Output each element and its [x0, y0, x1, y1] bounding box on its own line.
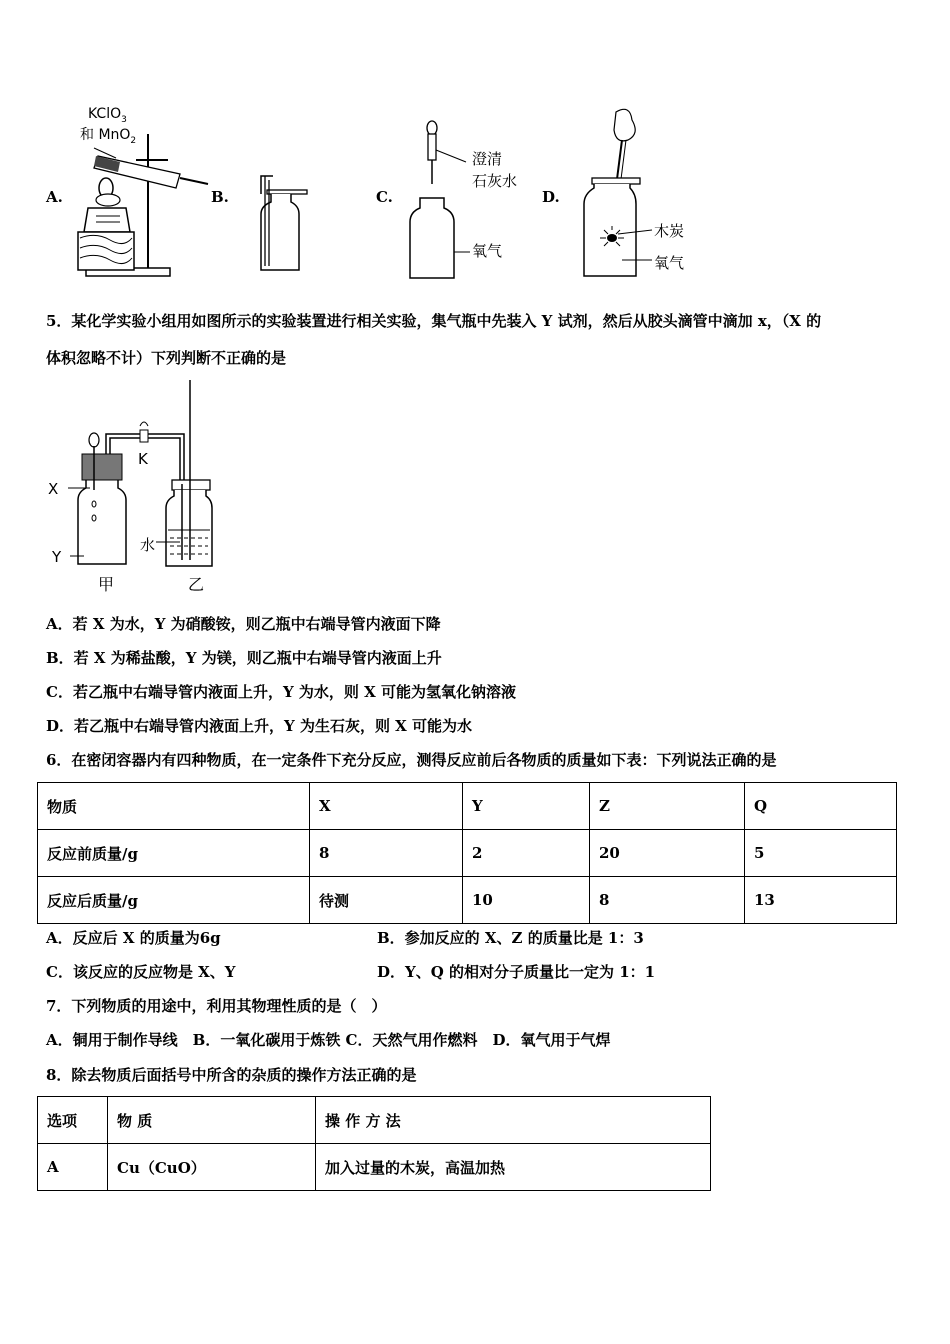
table-cell: 反应后质量/g [38, 877, 310, 924]
q4-d-charcoal-label: 木炭 [654, 222, 685, 240]
q5-label-x: X [48, 480, 59, 498]
table-cell: Y [463, 783, 590, 830]
q6-option-c: C．该反应的反应物是 X、Y [46, 963, 236, 981]
q4-d-oxygen-label: 氧气 [654, 254, 685, 272]
table-row [38, 1097, 711, 1144]
q5-option-c: C．若乙瓶中右端导管内液面上升，Y 为水，则 X 可能为氢氧化钠溶液 [46, 683, 516, 701]
q4-c-apparatus [370, 118, 540, 282]
q5-label-k: K [138, 450, 148, 468]
table-cell: Z [590, 783, 745, 830]
q4-b-label: B. [211, 188, 229, 206]
q5-apparatus [44, 380, 224, 594]
q4-c-oxygen-label: 氧气 [472, 242, 503, 260]
q6-stem: 6．在密闭容器内有四种物质，在一定条件下充分反应，测得反应前后各物质的质量如下表：下列说法正确的是 [46, 751, 777, 769]
q5-label-y: Y [52, 548, 62, 566]
q4-c-label: C. [376, 188, 393, 206]
table-cell: 物 质 [108, 1097, 316, 1144]
table-cell: 10 [463, 877, 590, 924]
q8-stem: 8．除去物质后面括号中所含的杂质的操作方法正确的是 [46, 1066, 417, 1084]
q5-label-yi: 乙 [188, 575, 205, 594]
q5-option-a: A．若 X 为水，Y 为硝酸铵，则乙瓶中右端导管内液面下降 [46, 615, 441, 633]
table-cell: 5 [745, 830, 897, 877]
q6-option-d: D．Y、Q 的相对分子质量比一定为 1：1 [377, 963, 656, 981]
table-cell: 2 [463, 830, 590, 877]
table-cell: 8 [590, 877, 745, 924]
q4-a-reagent: KClO$_3$ [88, 106, 127, 125]
q4-figure-b [205, 166, 315, 284]
q4-d-apparatus [536, 104, 716, 282]
q6-option-b: B．参加反应的 X、Z 的质量比是 1：3 [377, 929, 644, 947]
q5-stem-line2: 体积忽略不计）下列判断不正确的是 [46, 349, 287, 367]
table-cell: 选项 [38, 1097, 108, 1144]
q5-label-water: 水 [140, 536, 156, 554]
table-row [38, 783, 897, 830]
q8-table [37, 1096, 711, 1191]
q4-figure-a [40, 104, 220, 282]
q5-option-b: B．若 X 为稀盐酸，Y 为镁，则乙瓶中右端导管内液面上升 [46, 649, 442, 667]
table-row [38, 1144, 711, 1191]
q4-a-catalyst: 和 MnO$_2$ [80, 127, 137, 146]
q4-figure-d [536, 104, 716, 282]
table-row [38, 877, 897, 924]
q4-c-limewater-1: 澄清 [472, 150, 503, 168]
table-cell: 待测 [310, 877, 463, 924]
q4-a-label: A. [46, 188, 63, 206]
q7-options: A．铜用于制作导线 B．一氧化碳用于炼铁 C．天然气用作燃料 D．氧气用于气焊 [46, 1031, 611, 1049]
table-cell: A [38, 1144, 108, 1191]
table-cell: 8 [310, 830, 463, 877]
table-cell: 反应前质量/g [38, 830, 310, 877]
q6-mass-table [37, 782, 897, 924]
table-cell: 13 [745, 877, 897, 924]
q5-label-jia: 甲 [98, 575, 115, 594]
table-row [38, 830, 897, 877]
q5-option-d: D．若乙瓶中右端导管内液面上升，Y 为生石灰，则 X 可能为水 [46, 717, 473, 735]
q4-b-bottle [205, 166, 315, 284]
table-cell: X [310, 783, 463, 830]
table-cell: 20 [590, 830, 745, 877]
table-cell: 操 作 方 法 [316, 1097, 711, 1144]
q6-option-a: A．反应后 X 的质量为6g [46, 929, 221, 947]
table-cell: 物质 [38, 783, 310, 830]
q5-stem-line1: 5．某化学实验小组用如图所示的实验装置进行相关实验，集气瓶中先装入 Y 试剂，然后从胶头滴管中滴加 x，（X 的 [46, 312, 822, 330]
q4-c-limewater-2: 石灰水 [472, 172, 518, 190]
q5-figure [44, 380, 224, 594]
q4-figure-c [370, 118, 540, 282]
table-cell: 加入过量的木炭，高温加热 [316, 1144, 711, 1191]
q4-d-label: D. [542, 188, 560, 206]
q7-stem: 7．下列物质的用途中，利用其物理性质的是（ ） [46, 997, 387, 1015]
table-cell: Q [745, 783, 897, 830]
table-cell: Cu（CuO） [108, 1144, 316, 1191]
q4-a-apparatus [40, 104, 220, 282]
